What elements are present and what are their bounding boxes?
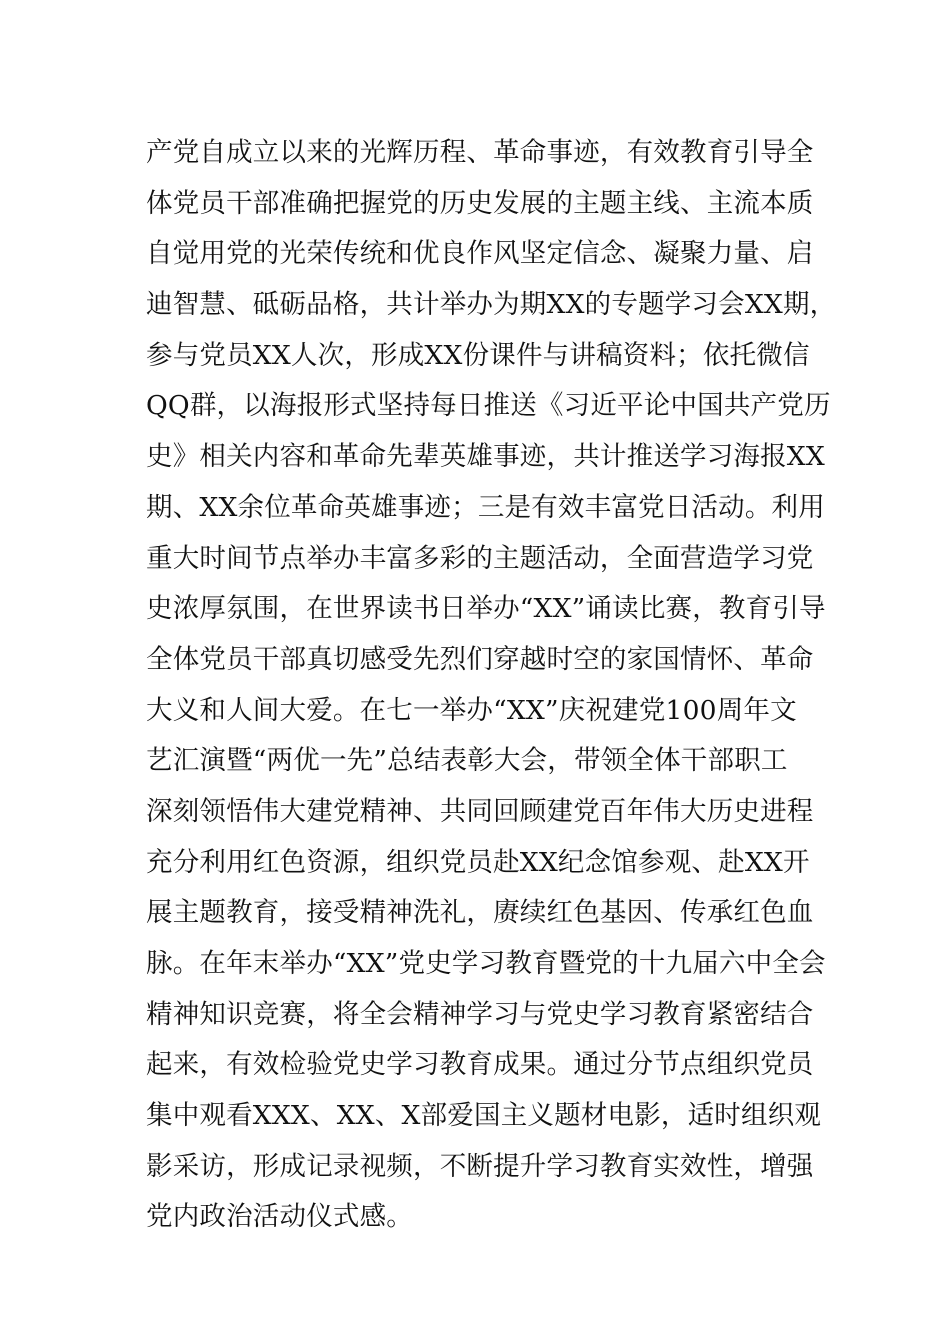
text-line: 参与党员XX人次，形成XX份课件与讲稿资料；依托微信 bbox=[146, 339, 810, 371]
text-line: 史浓厚氛围，在世界读书日举办“XX”诵读比赛，教育引导 bbox=[146, 593, 826, 625]
text-line: 艺汇演暨“两优一先”总结表彰大会，带领全体干部职工 bbox=[146, 745, 788, 777]
text-line: 体党员干部准确把握党的历史发展的主题主线、主流本质 bbox=[146, 187, 814, 219]
text-line: 重大时间节点举办丰富多彩的主题活动，全面营造学习党 bbox=[146, 542, 814, 574]
text-line: 精神知识竞赛，将全会精神学习与党史学习教育紧密结合 bbox=[146, 998, 814, 1030]
text-line: 大义和人间大爱。在七一举办“XX”庆祝建党100周年文 bbox=[146, 694, 797, 726]
text-line: 集中观看XXX、XX、X部爱国主义题材电影，适时组织观 bbox=[146, 1100, 822, 1132]
text-line: 自觉用党的光荣传统和优良作风坚定信念、凝聚力量、启 bbox=[146, 238, 814, 270]
text-line: 党内政治活动仪式感。 bbox=[146, 1201, 413, 1233]
text-line: 全体党员干部真切感受先烈们穿越时空的家国情怀、革命 bbox=[146, 643, 814, 675]
text-line: 影采访，形成记录视频，不断提升学习教育实效性，增强 bbox=[146, 1150, 814, 1182]
text-line: 史》相关内容和革命先辈英雄事迹，共计推送学习海报XX bbox=[146, 441, 825, 473]
text-line: 展主题教育，接受精神洗礼，赓续红色基因、传承红色血 bbox=[146, 897, 814, 929]
text-line: 期、XX余位革命英雄事迹；三是有效丰富党日活动。利用 bbox=[146, 491, 825, 523]
document-body bbox=[146, 128, 836, 1243]
text-line: 迪智慧、砥砺品格，共计举办为期XX的专题学习会XX期， bbox=[146, 289, 837, 321]
text-line: 深刻领悟伟大建党精神、共同回顾建党百年伟大历史进程 bbox=[146, 795, 814, 827]
text-line: QQ群，以海报形式坚持每日推送《习近平论中国共产党历 bbox=[146, 390, 831, 422]
text-line: 脉。在年末举办“XX”党史学习教育暨党的十九届六中全会 bbox=[146, 948, 826, 979]
text-line: 充分利用红色资源，组织党员赴XX纪念馆参观、赴XX开 bbox=[146, 846, 810, 878]
text-line: 起来，有效检验党史学习教育成果。通过分节点组织党员 bbox=[146, 1049, 814, 1081]
text-line: 产党自成立以来的光辉历程、革命事迹，有效教育引导全 bbox=[146, 137, 814, 168]
